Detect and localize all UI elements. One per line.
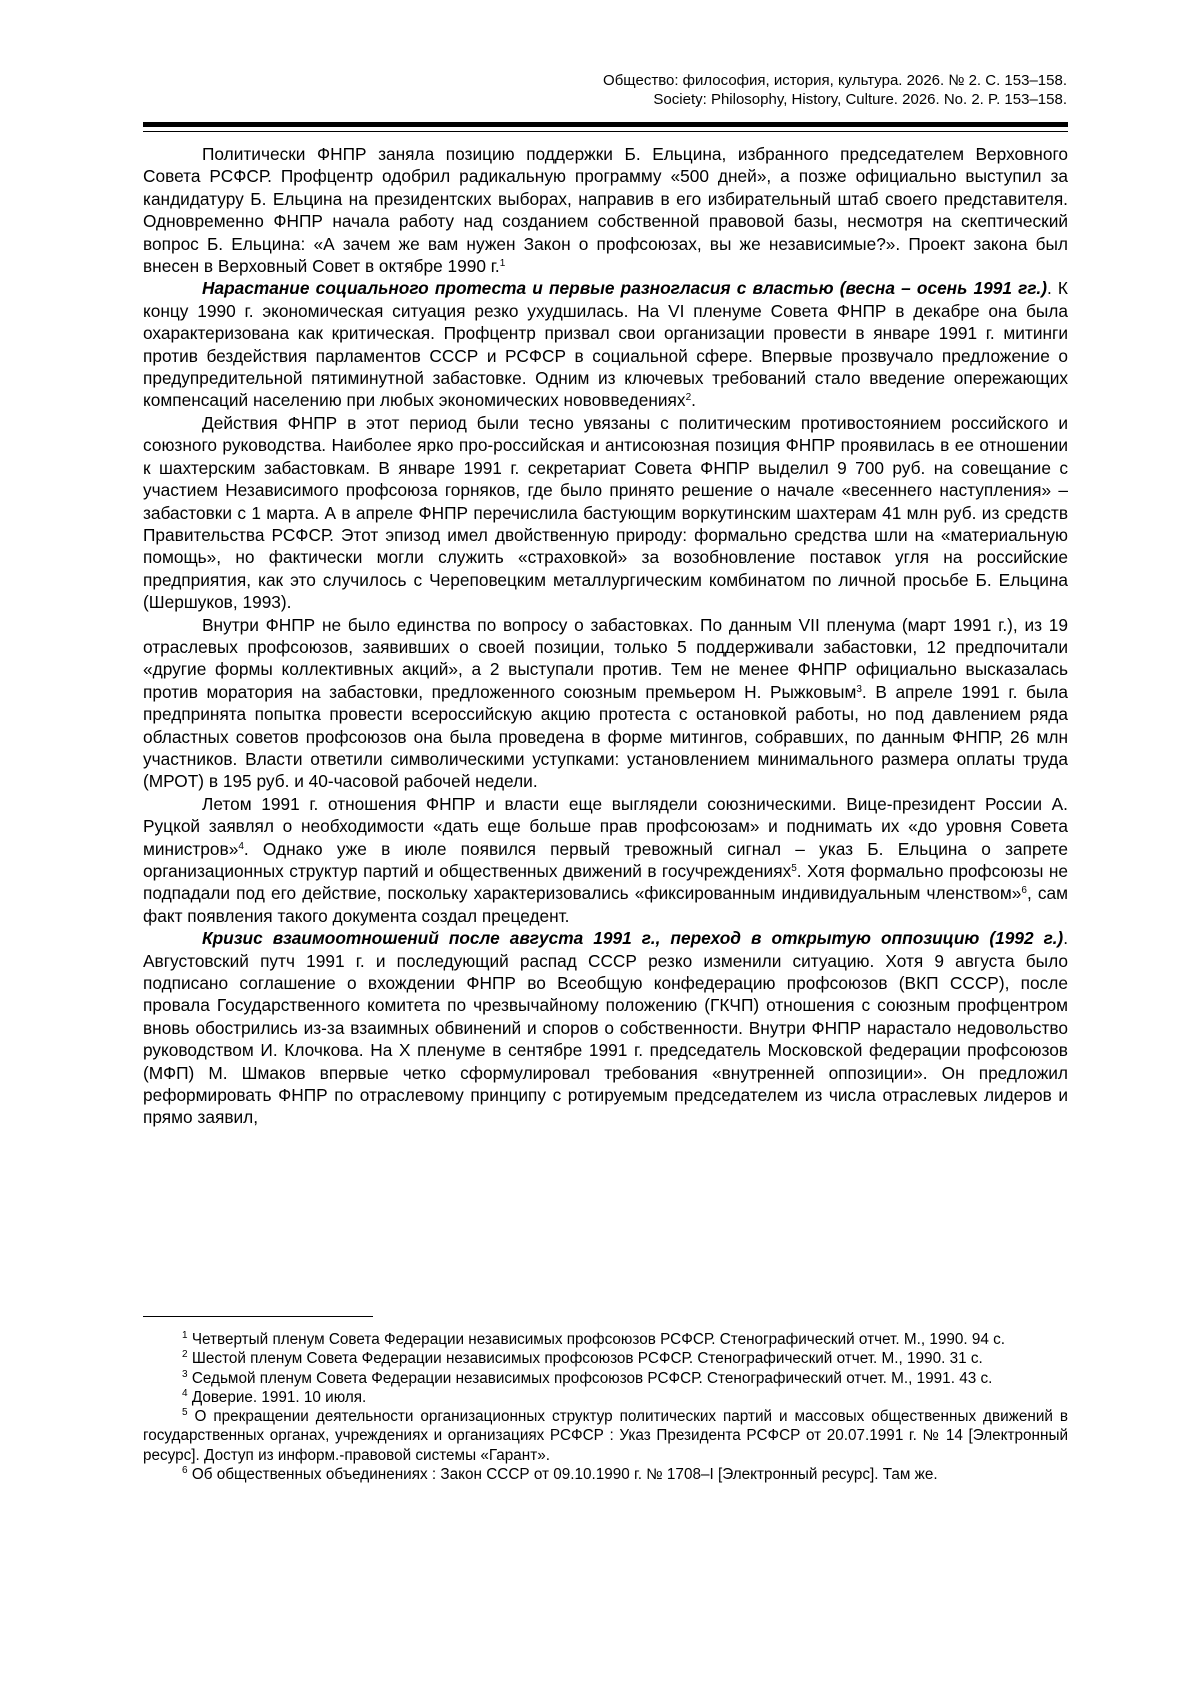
paragraph-6: Кризис взаимоотношений после августа 1991 г., переход в открытую оппозицию (1992 г.). Августовский путч 1991 г. и последующий распад СССР резко изменили ситуацию. Хотя 9 августа было подписано соглашение о вхождении ФНПР во Всеобщую конфедерацию профсоюзов (ВКП СССР), после провала Государственного комитета по чрезвычайному положению (ГКЧП) отношения с союзным профцентром вновь обострились из-за взаимных обвинений и споров о собственности. Внутри ФНПР нарастало недовольство руководством И. Клочкова. На X пленуме в сентябре 1991 г. председатель Московской федерации профсоюзов (МФП) М. Шмаков впервые четко сформулировал требования «внутренней оппозиции». Он предложил реформировать ФНПР по отраслевому принципу с ротируемым председателем из числа отраслевых лидеров и прямо заявил,	[143, 928, 1068, 1128]
paragraph-1: Политически ФНПР заняла позицию поддержки Б. Ельцина, избранного председателем Верховного Совета РСФСР. Профцентр одобрил радикальную программу «500 дней», а позже официально выступил за кандидатуру Б. Ельцина на президентских выборах, направив в его избирательный штаб своего представителя. Одновременно ФНПР начала работу над созданием собственной правовой базы, несмотря на скептический вопрос Б. Ельцина: «А зачем же вам нужен Закон о профсоюзах, вы же независимые?». Проект закона был внесен в Верховный Совет в октябре 1990 г.$^1$	[143, 144, 1068, 277]
footnote-3: $^3$ Седьмой пленум Совета Федерации независимых профсоюзов РСФСР. Стенографический отчет. М., 1991. 43 с.	[182, 1368, 993, 1387]
running-header	[367, 71, 1067, 109]
footnote-ref-2[interactable]: 2	[685, 392, 692, 404]
paragraph-2: Нарастание социального протеста и первые разногласия с властью (весна – осень 1991 гг.). К концу 1990 г. экономическая ситуация резко ухудшилась. На VI пленуме Совета ФНПР в декабре она была охарактеризована как критическая. Профцентр призвал свои организации провести в январе 1991 г. митинги против бездействия парламентов СССР и РСФСР в социальной сфере. Впервые прозвучало предложение о предупредительной пятиминутной забастовке. Одним из ключевых требований стало введение опережающих компенсаций населению при любых экономических нововведениях$^2$.	[143, 278, 1068, 411]
section-heading-1: Нарастание социального протеста и первые разногласия с властью (весна – осень 1991 гг.)	[202, 278, 1047, 299]
paragraph-3: Действия ФНПР в этот период были тесно увязаны с политическим противостоянием российского и союзного руководства. Наиболее ярко про-российская и антисоюзная позиция ФНПР проявилась в ее отношении к шахтерским забастовкам. В январе 1991 г. секретариат Совета ФНПР выделил 9 700 руб. на совещание с участием Независимого профсоюза горняков, где было принято решение о начале «весеннего наступления» – забастовки с 1 марта. А в апреле ФНПР перечислила бастующим воркутинским шахтерам 41 млн руб. из средств Правительства РСФСР. Этот эпизод имел двойственную природу: формально средства шли на «материальную помощь», но фактически могли служить «страховкой» за возобновление поставок угля на российские предприятия, как это случилось с Череповецким металлургическим комбинатом по личной просьбе Б. Ельцина (Шершуков, 1993).	[143, 412, 1068, 613]
footnote-ref-3[interactable]: 3	[856, 683, 862, 695]
footnote-4: $^4$ Доверие. 1991. 10 июля.	[182, 1387, 367, 1406]
section-heading-2: Кризис взаимоотношений после августа 1991 г., переход в открытую оппозицию (1992 г.)	[202, 928, 1064, 949]
footnote-separator	[143, 1316, 373, 1317]
footnote-ref-6[interactable]: 6	[1021, 885, 1027, 897]
footnote-1: $^1$ Четвертый пленум Совета Федерации независимых профсоюзов РСФСР. Стенографический отчет. М., 1990. 94 с.	[182, 1330, 1006, 1348]
header-citation-ru: Общество: философия, история, культура. 2026. № 2. С. 153–158.	[603, 72, 1067, 89]
footnote-2: $^2$ Шестой пленум Совета Федерации независимых профсоюзов РСФСР. Стенографический отчет. М., 1990. 31 с.	[182, 1349, 983, 1368]
paragraph-4: Внутри ФНПР не было единства по вопросу о забастовках. По данным VII пленума (март 1991 г.), из 19 отраслевых профсоюзов, заявивших о своей позиции, только 5 поддерживали забастовки, 12 предпочитали «другие формы коллективных акций», а 2 выступали против. Тем не менее ФНПР официально высказалась против моратория на забастовки, предложенного союзным премьером Н. Рыжковым$^3$. В апреле 1991 г. была предпринята попытка провести всероссийскую акцию протеста с остановкой работы, но под давлением ряда областных советов профсоюзов она была проведена в форме митингов, собравших, по данным ФНПР, 26 млн участников. Власти ответили символическими уступками: установлением минимального размера оплаты труда (МРОТ) в 195 руб. и 40-часовой рабочей недели.	[143, 614, 1068, 792]
paragraph-5: Летом 1991 г. отношения ФНПР и власти еще выглядели союзническими. Вице-президент России А. Руцкой заявлял о необходимости «дать еще больше прав профсоюзам» и поднимать их «до уровня Совета министров»$^4$. Однако уже в июле появился первый тревожный сигнал – указ Б. Ельцина о запрете организационных структур партий и общественных движений в госучреждениях$^5$. Хотя формально профсоюзы не подпадали под его действие, поскольку характеризовались «фиксированным индивидуальным членством»$^6$, сам факт появления такого документа создал прецедент.	[143, 793, 1068, 926]
article-body	[143, 143, 1068, 1129]
header-rule-thin	[143, 131, 1068, 132]
header-rule-thick	[143, 122, 1068, 127]
footnotes	[143, 1330, 1068, 1484]
footnote-ref-4[interactable]: 4	[238, 840, 244, 852]
footnote-5: $^5$ О прекращении деятельности организационных структур политических партий и массовых общественных движений в государственных органах, учреждениях и организациях РСФСР : Указ Президента РСФСР от 20.07.1991 г. № 14 [Электронный ресурс]. Доступ из информ.-правовой системы «Гарант».	[143, 1407, 1069, 1464]
footnote-ref-1[interactable]: 1	[499, 258, 506, 270]
footnote-6: $^6$ Об общественных объединениях : Закон СССР от 09.10.1990 г. № 1708–I [Электронный ресурс]. Там же.	[182, 1465, 938, 1484]
header-citation-en: Society: Philosophy, History, Culture. 2026. No. 2. P. 153–158.	[653, 91, 1067, 108]
footnote-ref-5[interactable]: 5	[791, 863, 797, 874]
